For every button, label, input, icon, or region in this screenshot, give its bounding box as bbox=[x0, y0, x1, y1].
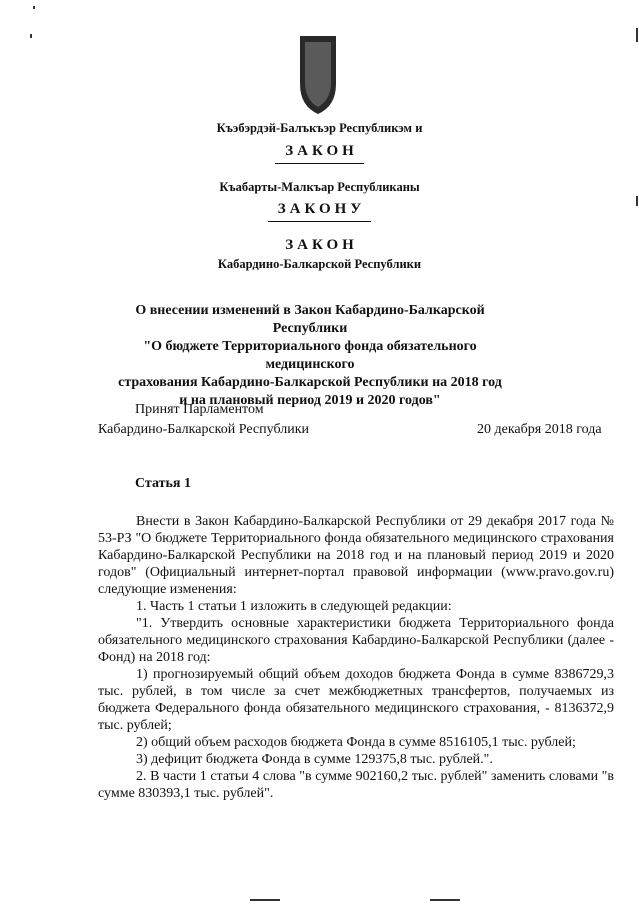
title-line: "О бюджете Территориального фонда обязательного медицинского bbox=[143, 339, 477, 372]
title-line: О внесении изменений в Закон Кабардино-Балкарской Республики bbox=[135, 303, 485, 336]
law-balkar: ЗАКОНУ bbox=[268, 201, 372, 222]
scan-artifact bbox=[250, 899, 280, 901]
republic-russian: Кабардино-Балкарской Республики bbox=[217, 257, 422, 271]
republic-kabardian: Къэбэрдэй-Балъкъэр Республикэм и bbox=[216, 121, 423, 135]
scan-artifact bbox=[33, 6, 35, 9]
article-paragraph: 3) дефицит бюджета Фонда в сумме 129375,8 тыс. рублей.". bbox=[136, 752, 493, 767]
law-kabardian-block bbox=[0, 142, 639, 164]
adoption-date: 20 декабря 2018 года bbox=[477, 422, 602, 437]
adopted-by-line2: Кабардино-Балкарской Республики bbox=[98, 422, 309, 437]
republic-kabardian-block bbox=[0, 121, 639, 136]
article-body bbox=[98, 513, 614, 802]
republic-balkar-block bbox=[0, 180, 639, 195]
scan-artifact bbox=[430, 899, 460, 901]
title-line: страхования Кабардино-Балкарской Республики на 2018 год bbox=[118, 375, 502, 390]
document-title bbox=[100, 302, 520, 410]
article-paragraph: 1) прогнозируемый общий объем доходов бюджета Фонда в сумме 8386729,3 тыс. рублей, в том числе за счет межбюджетных трансфертов, получаемых из бюджета Федерального фонда обязательного медицинского страхования, - 8136372,9 тыс. рублей; bbox=[98, 667, 614, 733]
emblem-placeholder-icon bbox=[296, 30, 340, 118]
article-paragraph: 1. Часть 1 статьи 1 изложить в следующей редакции: bbox=[136, 599, 452, 614]
law-russian-block bbox=[0, 236, 639, 257]
republic-russian-block bbox=[0, 257, 639, 272]
law-balkar-block bbox=[0, 200, 639, 222]
law-russian: ЗАКОН bbox=[285, 237, 358, 253]
article-paragraph: 2. В части 1 статьи 4 слова "в сумме 902160,2 тыс. рублей" заменить словами "в сумме 830393,1 тыс. рублей". bbox=[98, 769, 614, 801]
title-line: и на плановый период 2019 и 2020 годов" bbox=[179, 393, 441, 408]
adopted-by-line1: Принят Парламентом bbox=[135, 402, 264, 417]
article-paragraph: Внести в Закон Кабардино-Балкарской Республики от 29 декабря 2017 года № 53-РЗ "О бюджете Территориального фонда обязательного медицинского страхования Кабардино-Балкарской Республики на 2018 год и на плановый период 2019 и 2020 годов" (Официальный интернет-портал правовой информации (www.pravo.gov.ru) следующие изменения: bbox=[98, 514, 614, 597]
scan-artifact bbox=[30, 34, 32, 38]
article-paragraph: "1. Утвердить основные характеристики бюджета Территориального фонда обязательного медицинского страхования Кабардино-Балкарской Республики (далее - Фонд) на 2018 год: bbox=[98, 616, 614, 665]
law-kabardian: ЗАКОН bbox=[275, 143, 364, 164]
scan-artifact bbox=[636, 28, 638, 42]
scan-artifact bbox=[636, 196, 638, 206]
republic-balkar: Къабарты-Малкъар Республиканы bbox=[219, 180, 420, 194]
article-paragraph: 2) общий объем расходов бюджета Фонда в сумме 8516105,1 тыс. рублей; bbox=[136, 735, 576, 750]
article-heading: Статья 1 bbox=[135, 476, 191, 491]
